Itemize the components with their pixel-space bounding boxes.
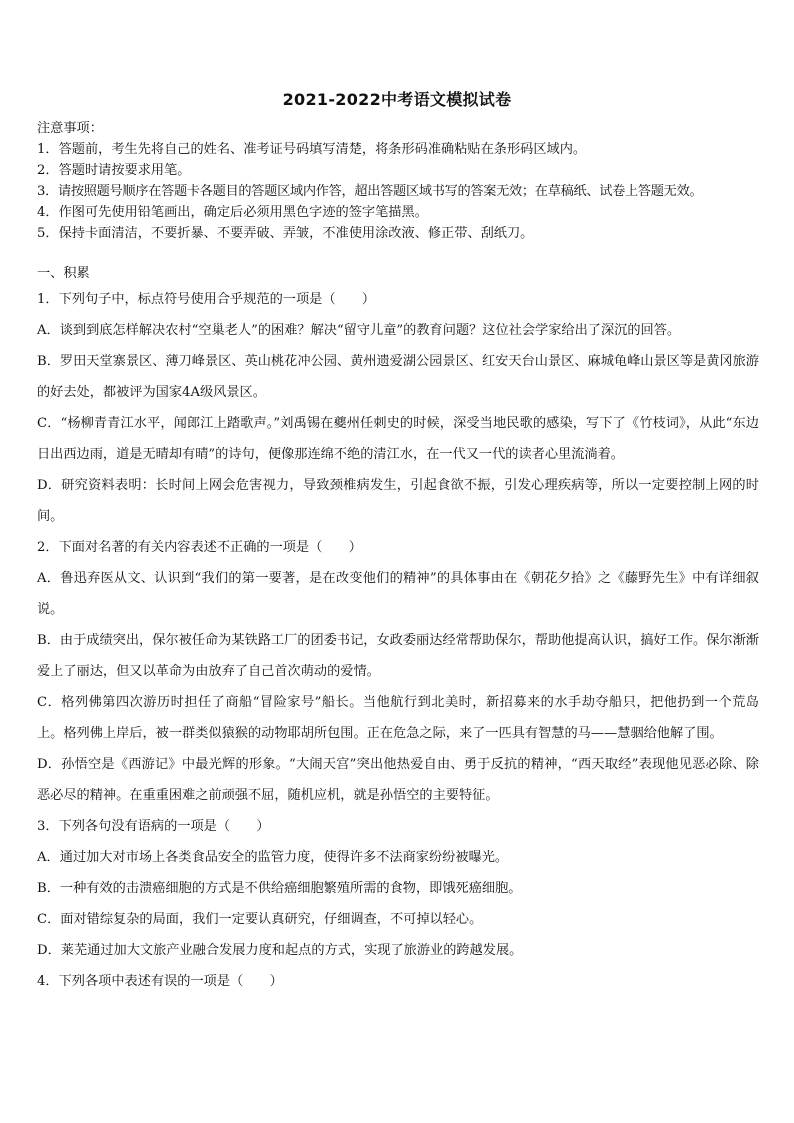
option-a: A．通过加大对市场上各类食品安全的监管力度，使得许多不法商家纷纷被曝光。 [37, 850, 509, 865]
option-a: A．鲁迅弃医从文、认识到“我们的第一要著，是在改变他们的精神”的具体事由在《朝花夕拾》之《藤野先生》中有详细叙说。 [37, 571, 759, 617]
option-c: C．格列佛第四次游历时担任了商船“冒险家号”船长。当他航行到北美时，新招募来的水手劫夺船只，把他扔到一个荒岛上。格列佛上岸后，被一群类似猿猴的动物耶胡所包围。正在危急之际，来了一匹具有智慧的马——慧骃给他解了围。 [37, 695, 759, 741]
option-b: B．罗田天堂寨景区、薄刀峰景区、英山桃花冲公园、黄州遗爱湖公园景区、红安天台山景区、麻城龟峰山景区等是黄冈旅游的好去处，都被评为国家4A级风景区。 [37, 354, 759, 400]
option-c: C．“杨柳青青江水平，闻郎江上踏歌声。”刘禹锡在夔州任刺史的时候，深受当地民歌的感染，写下了《竹枝词》，从此“东边日出西边雨，道是无晴却有晴”的诗句，便像那连绵不绝的清江水，在一代又一代的读者心里流淌着。 [37, 416, 759, 462]
option-d: D．研究资料表明：长时间上网会危害视力，导致颈椎病发生，引起食欲不振，引发心理疾病等，所以一定要控制上网的时间。 [37, 478, 759, 524]
notice-item-4: 4．作图可先使用铅笔画出，确定后必须用黑色字迹的签字笔描黑。 [37, 205, 428, 220]
option-b: B．一种有效的击溃癌细胞的方式是不供给癌细胞繁殖所需的食物，即饿死癌细胞。 [37, 881, 522, 896]
option-a: A．谈到到底怎样解决农村“空巢老人”的困难？解决“留守儿童”的教育问题？这位社会学家给出了深沉的回答。 [37, 323, 681, 338]
option-b: B．由于成绩突出，保尔被任命为某铁路工厂的团委书记，女政委丽达经常帮助保尔，帮助他提高认识，搞好工作。保尔渐渐爱上了丽达，但又以革命为由放弃了自己首次萌动的爱情。 [37, 633, 759, 679]
question-stem: 2．下面对名著的有关内容表述不正确的一项是（ ） [37, 540, 362, 555]
question-4 [37, 966, 759, 997]
exam-content [37, 118, 759, 997]
question-stem: 3．下列各句没有语病的一项是（ ） [37, 819, 270, 834]
notice-item-2: 2．答题时请按要求用笔。 [37, 163, 191, 178]
option-d: D．孙悟空是《西游记》中最光辉的形象。“大闹天宫”突出他热爱自由、勇于反抗的精神，“西天取经”表现他见恶必除、除恶必尽的精神。在重重困难之前顽强不屈，随机应机，就是孙悟空的主要特征。 [37, 757, 759, 803]
question-stem: 1．下列句子中，标点符号使用合乎规范的一项是（ ） [37, 292, 376, 307]
option-c: C．面对错综复杂的局面，我们一定要认真研究，仔细调查，不可掉以轻心。 [37, 912, 483, 927]
notice-item-1: 1．答题前，考生先将自己的姓名、准考证号码填写清楚，将条形码准确粘贴在条形码区域内。 [37, 142, 587, 157]
notice-item-3: 3．请按照题号顺序在答题卡各题目的答题区域内作答，超出答题区域书写的答案无效；在草稿纸、试卷上答题无效。 [37, 184, 703, 199]
section-heading: 一、积累 [37, 266, 90, 281]
option-d: D．莱芜通过加大文旅产业融合发展力度和起点的方式，实现了旅游业的跨越发展。 [37, 943, 523, 958]
exam-title: 2021-2022中考语文模拟试卷 [282, 90, 512, 109]
notice-heading: 注意事项： [37, 121, 103, 136]
question-1 [37, 284, 759, 532]
notice-item-5: 5．保持卡面清洁，不要折暴、不要弄破、弄皱，不准使用涂改液、修正带、刮纸刀。 [37, 226, 534, 241]
question-3 [37, 811, 759, 966]
question-2 [37, 532, 759, 811]
question-stem: 4．下列各项中表述有误的一项是（ ） [37, 974, 283, 989]
